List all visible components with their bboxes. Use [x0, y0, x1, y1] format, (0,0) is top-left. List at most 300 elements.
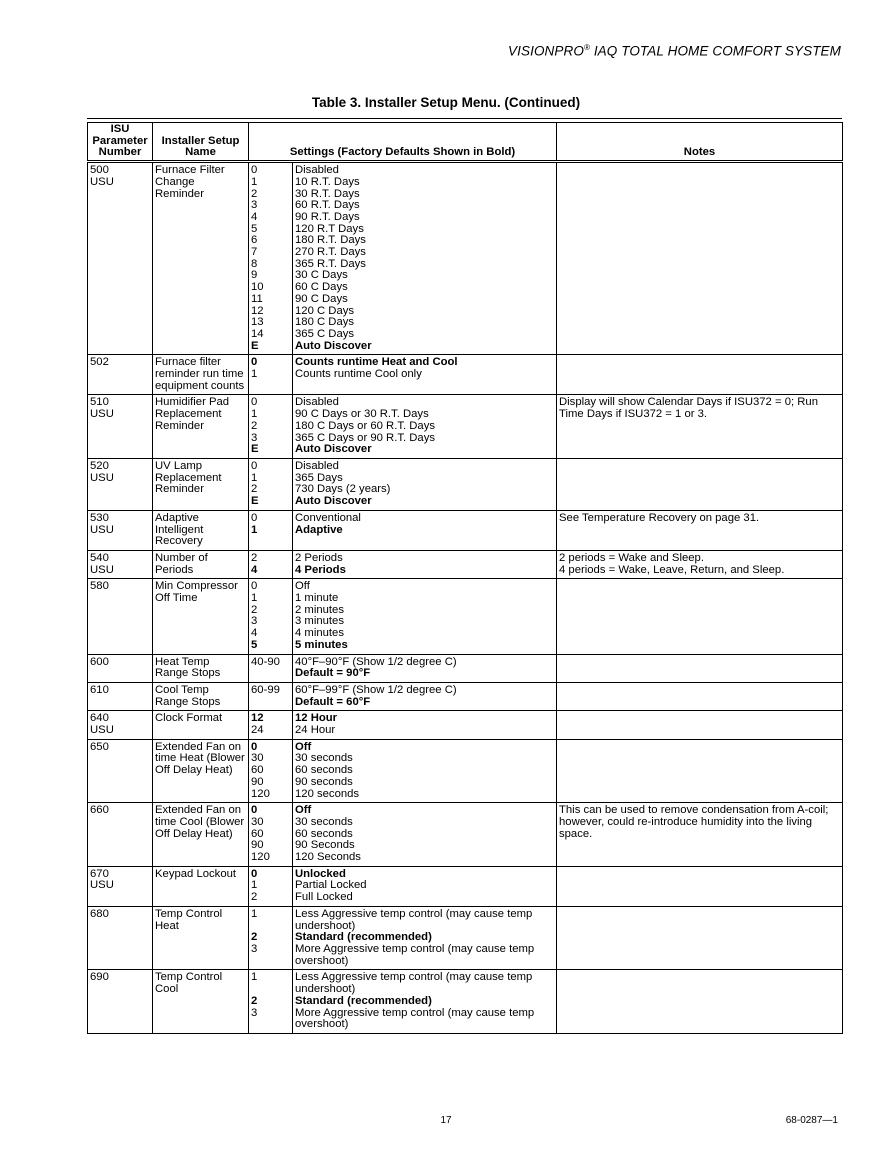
setting-code: 3 [251, 943, 258, 955]
setting-code: 12 [251, 712, 264, 725]
param-cell-line: 670 [90, 867, 109, 880]
table-row [88, 162, 843, 355]
setting-code-cell [249, 803, 293, 867]
name-cell-line: Replacement [155, 471, 222, 484]
name-cell [153, 550, 249, 578]
param-cell-line: 520 [90, 459, 109, 472]
setting-code: 2 [251, 419, 258, 432]
setting-code-cell [249, 162, 293, 355]
notes-cell [557, 739, 843, 803]
setting-code: 1 [251, 907, 258, 920]
setting-code: 60 [251, 827, 264, 840]
setting-description: Default = 60°F [295, 695, 371, 708]
param-cell-line: 610 [90, 683, 109, 696]
setting-code: 60-99 [251, 683, 280, 696]
setting-description: 3 minutes [295, 615, 344, 628]
notes-cell [557, 866, 843, 906]
setting-code: 0 [251, 356, 258, 369]
name-cell-line: Extended Fan on [155, 804, 242, 817]
setting-code-cell [249, 866, 293, 906]
setting-description: 60 seconds [295, 764, 353, 777]
setting-description: 60 C Days [295, 281, 348, 294]
setting-desc-cell [293, 579, 557, 654]
table-body [88, 162, 843, 1034]
setting-description: 2 Periods [295, 551, 343, 564]
param-cell-line: USU [90, 408, 114, 421]
notes-cell [557, 711, 843, 739]
notes-cell-line: however, could re-introduce humidity into the living [559, 815, 813, 828]
param-cell-line: 680 [90, 907, 109, 920]
notes-cell [557, 355, 843, 395]
setting-code: 4 [251, 210, 258, 223]
setting-code-cell [249, 739, 293, 803]
header-param-line: Parameter [92, 134, 148, 147]
param-cell-line: USU [90, 879, 114, 892]
notes-cell-line: Display will show Calendar Days if ISU372 = 0; Run [559, 396, 819, 409]
param-cell-line: USU [90, 175, 114, 188]
setting-code: 1 [251, 368, 258, 381]
setting-desc-cell [293, 866, 557, 906]
name-cell-line: Adaptive [155, 511, 199, 524]
setting-code [251, 1019, 290, 1031]
setting-desc-cell [293, 162, 557, 355]
name-cell-line: Replacement [155, 408, 222, 421]
param-cell [88, 458, 153, 510]
brand-name: VISIONPRO [508, 43, 584, 59]
setting-description: 1 minute [295, 592, 339, 605]
setting-code: 2 [251, 187, 258, 200]
name-cell-line: Min Compressor [155, 580, 238, 593]
table-row [88, 579, 843, 654]
setting-code-cell [249, 395, 293, 459]
setting-description: Less Aggressive temp control (may cause temp [295, 971, 533, 984]
setting-code: 5 [251, 222, 258, 235]
setting-code: 8 [251, 257, 258, 270]
setting-code-cell [249, 510, 293, 550]
name-cell [153, 458, 249, 510]
header-notes [557, 123, 843, 162]
notes-cell [557, 682, 843, 710]
setting-description: 90 R.T. Days [295, 210, 360, 223]
table-row [88, 682, 843, 710]
name-cell [153, 395, 249, 459]
name-cell-line: Temp Control [155, 971, 223, 984]
setting-description: 30 seconds [295, 752, 353, 765]
setting-code-cell [249, 654, 293, 682]
name-cell-line: equipment counts [155, 379, 245, 392]
notes-cell [557, 395, 843, 459]
setting-code: 2 [251, 551, 258, 564]
setting-description: 180 C Days [295, 316, 355, 329]
setting-desc-cell [293, 906, 557, 970]
param-cell [88, 803, 153, 867]
setting-desc-cell [293, 739, 557, 803]
name-cell-line: Keypad Lockout [155, 867, 237, 880]
setting-code: 5 [251, 638, 258, 651]
name-cell [153, 355, 249, 395]
setting-code-cell [249, 579, 293, 654]
registered-mark: ® [583, 43, 590, 52]
setting-description: Disabled [295, 396, 339, 409]
setting-code: 1 [251, 879, 258, 892]
setting-description: Counts runtime Cool only [295, 368, 422, 381]
setting-description: 120 Seconds [295, 851, 361, 864]
setting-description: 180 R.T. Days [295, 234, 366, 247]
setting-code: 1 [251, 471, 258, 484]
name-cell-line: Reminder [155, 483, 204, 496]
setting-code: 0 [251, 804, 258, 817]
name-cell [153, 654, 249, 682]
setting-code: 2 [251, 931, 258, 944]
setting-description: 120 R.T Days [295, 222, 364, 235]
setting-code: 12 [251, 304, 264, 317]
notes-cell [557, 579, 843, 654]
setting-description: 4 Periods [295, 563, 346, 576]
param-cell [88, 550, 153, 578]
setting-code: 120 [251, 787, 270, 800]
notes-cell [557, 803, 843, 867]
setting-description: Off [295, 804, 312, 817]
param-cell-line: USU [90, 471, 114, 484]
table-row [88, 458, 843, 510]
setting-description: Default = 90°F [295, 667, 371, 680]
param-cell-line: 500 [90, 164, 109, 177]
name-cell-line: time Heat (Blower [155, 752, 245, 765]
param-cell-line: 640 [90, 712, 109, 725]
setting-code: 0 [251, 740, 258, 753]
table-row [88, 906, 843, 970]
setting-description: 730 Days (2 years) [295, 483, 391, 496]
setting-description: 60 seconds [295, 827, 353, 840]
header-name-line: Installer Setup [161, 134, 240, 147]
setting-code: 1 [251, 971, 258, 984]
param-cell [88, 711, 153, 739]
setting-code [251, 668, 290, 680]
setting-code-cell [249, 355, 293, 395]
setting-desc-cell [293, 803, 557, 867]
setting-description: More Aggressive temp control (may cause temp [295, 943, 535, 955]
setting-description: 24 Hour [295, 724, 336, 737]
header-name-line: Name [185, 146, 216, 159]
setting-description: undershoot) [295, 983, 356, 996]
table-row [88, 355, 843, 395]
table-row [88, 711, 843, 739]
param-cell [88, 970, 153, 1034]
header-param-line: ISU [110, 123, 130, 135]
name-cell-line: Intelligent [155, 523, 204, 536]
setting-code: 2 [251, 891, 258, 904]
document-code: 68-0287—1 [785, 1115, 838, 1126]
name-cell-line: Clock Format [155, 712, 223, 725]
setting-description: overshoot) [295, 1018, 349, 1031]
header-name [153, 123, 249, 162]
table-wrapper [87, 118, 842, 1034]
setting-code: 2 [251, 483, 258, 496]
document-header [508, 43, 841, 59]
notes-cell [557, 458, 843, 510]
setting-code: 0 [251, 164, 258, 177]
setting-desc-cell [293, 682, 557, 710]
table-row [88, 395, 843, 459]
name-cell-line: Range Stops [155, 695, 221, 708]
param-cell-line: 650 [90, 740, 109, 753]
name-cell [153, 162, 249, 355]
setting-description: 30 seconds [295, 815, 353, 828]
notes-cell-line: 4 periods = Wake, Leave, Return, and Sleep. [559, 563, 785, 576]
setting-code: 14 [251, 327, 264, 340]
setting-code-cell [249, 970, 293, 1034]
setting-description: 270 R.T. Days [295, 246, 366, 259]
name-cell-line: Furnace Filter [155, 164, 225, 177]
name-cell-line: time Cool (Blower [155, 815, 245, 828]
table-row [88, 550, 843, 578]
setting-code: 13 [251, 316, 264, 329]
table-row [88, 739, 843, 803]
param-cell-line: 502 [90, 356, 109, 369]
param-cell [88, 510, 153, 550]
table-row [88, 970, 843, 1034]
setting-code-cell [249, 682, 293, 710]
setting-description: 40°F–90°F (Show 1/2 degree C) [295, 655, 457, 668]
param-cell [88, 579, 153, 654]
setting-description: 90 seconds [295, 775, 353, 788]
setting-description: undershoot) [295, 919, 356, 932]
name-cell-line: Heat [155, 919, 179, 932]
setting-description: 4 minutes [295, 627, 344, 640]
setting-description: 5 minutes [295, 638, 348, 651]
header-settings-line: (Factory Defaults Shown in Bold) [337, 146, 516, 159]
name-cell-line: Heat Temp [155, 655, 210, 668]
setting-code: 2 [251, 994, 258, 1007]
setting-code: 2 [251, 603, 258, 616]
setting-code: 90 [251, 839, 264, 852]
notes-cell [557, 906, 843, 970]
setting-description: 120 seconds [295, 787, 360, 800]
setting-code: 10 [251, 281, 264, 294]
header-rest: IAQ TOTAL HOME COMFORT SYSTEM [589, 43, 841, 59]
setting-code: 7 [251, 246, 258, 259]
setting-code: 40-90 [251, 655, 280, 668]
setting-code: 4 [251, 627, 258, 640]
param-cell-line: 580 [90, 580, 109, 593]
table-header-row [88, 123, 843, 162]
setting-code-cell [249, 711, 293, 739]
header-settings-line: Settings [289, 146, 335, 159]
setting-description: 365 R.T. Days [295, 257, 366, 270]
notes-cell-line: space. [559, 827, 593, 840]
name-cell [153, 579, 249, 654]
setting-description: 180 C Days or 60 R.T. Days [295, 419, 436, 432]
setting-code: 1 [251, 523, 258, 536]
setting-description: Off [295, 740, 312, 753]
table-title: Table 3. Installer Setup Menu. (Continued) [311, 95, 581, 110]
param-cell [88, 739, 153, 803]
name-cell-line: Off Delay Heat) [155, 827, 233, 840]
name-cell-line: Extended Fan on [155, 740, 242, 753]
setting-description: Less Aggressive temp control (may cause temp [295, 907, 533, 920]
setting-code [251, 956, 290, 968]
setting-code: 11 [251, 292, 263, 305]
setting-description: Disabled [295, 459, 339, 472]
setting-description: Auto Discover [295, 495, 372, 508]
setting-description: 30 R.T. Days [295, 187, 360, 200]
setting-code: 24 [251, 724, 264, 737]
setting-description: 120 C Days [295, 304, 355, 317]
name-cell [153, 711, 249, 739]
notes-cell [557, 510, 843, 550]
setting-description: Auto Discover [295, 443, 372, 456]
setting-code: 30 [251, 752, 264, 765]
setting-code-cell [249, 458, 293, 510]
name-cell-line: Number of [155, 551, 208, 564]
name-cell [153, 970, 249, 1034]
name-cell-line: Range Stops [155, 667, 221, 680]
setting-description: Disabled [295, 164, 339, 177]
name-cell [153, 682, 249, 710]
name-cell-line: Cool [155, 983, 179, 996]
setting-description: 60 R.T. Days [295, 199, 360, 212]
installer-setup-table [87, 122, 843, 1034]
name-cell-line: Change [155, 175, 195, 188]
setting-code: 0 [251, 580, 258, 593]
setting-code: 4 [251, 563, 258, 576]
setting-description: Conventional [295, 511, 361, 524]
setting-code: 6 [251, 234, 258, 247]
setting-description: Unlocked [295, 867, 346, 880]
setting-description: 90 Seconds [295, 839, 355, 852]
param-cell-line: 510 [90, 396, 109, 409]
setting-description: 60°F–99°F (Show 1/2 degree C) [295, 683, 457, 696]
setting-description: Partial Locked [295, 879, 367, 892]
setting-description: 365 C Days [295, 327, 355, 340]
name-cell-line: reminder run time [155, 368, 244, 381]
page-number: 17 [440, 1115, 452, 1126]
table-row [88, 866, 843, 906]
name-cell-line: Cool Temp [155, 683, 209, 696]
setting-desc-cell [293, 395, 557, 459]
header-notes-label: Notes [683, 146, 716, 159]
setting-code: E [251, 443, 259, 456]
name-cell [153, 803, 249, 867]
name-cell-line: UV Lamp [155, 459, 203, 472]
setting-code: 3 [251, 615, 258, 628]
setting-description: 30 C Days [295, 269, 348, 282]
setting-code: 0 [251, 511, 258, 524]
setting-description: Off [295, 580, 310, 593]
param-cell [88, 654, 153, 682]
setting-desc-cell [293, 550, 557, 578]
name-cell [153, 510, 249, 550]
notes-cell-line: 2 periods = Wake and Sleep. [559, 551, 704, 564]
table-row [88, 510, 843, 550]
table-row [88, 654, 843, 682]
setting-code: 120 [251, 851, 270, 864]
setting-description: 90 C Days [295, 292, 348, 305]
setting-code: 1 [251, 175, 258, 188]
name-cell [153, 906, 249, 970]
setting-code-cell [249, 906, 293, 970]
notes-cell [557, 654, 843, 682]
setting-desc-cell [293, 458, 557, 510]
setting-description: 365 C Days or 90 R.T. Days [295, 431, 436, 444]
notes-cell [557, 550, 843, 578]
setting-code: 90 [251, 775, 264, 788]
setting-description: 12 Hour [295, 712, 338, 725]
param-cell-line: USU [90, 523, 114, 536]
name-cell-line: Furnace filter [155, 356, 221, 369]
header-param [88, 123, 153, 162]
param-cell [88, 682, 153, 710]
setting-description: Full Locked [295, 891, 353, 904]
param-cell-line: 540 [90, 551, 109, 564]
setting-description: 10 R.T. Days [295, 175, 360, 188]
setting-code: E [251, 495, 259, 508]
setting-desc-cell [293, 711, 557, 739]
notes-cell [557, 970, 843, 1034]
name-cell-line: Humidifier Pad [155, 396, 230, 409]
name-cell-line: Temp Control [155, 907, 223, 920]
setting-code: 0 [251, 459, 258, 472]
name-cell-line: Reminder [155, 419, 204, 432]
setting-description: Auto Discover [295, 339, 372, 352]
param-cell [88, 395, 153, 459]
name-cell-line: Off Time [155, 592, 198, 605]
table-row [88, 803, 843, 867]
param-cell [88, 906, 153, 970]
setting-description: overshoot) [295, 954, 349, 967]
name-cell-line: Periods [155, 563, 194, 576]
setting-desc-cell [293, 355, 557, 395]
setting-code: E [251, 339, 259, 352]
setting-code: 9 [251, 269, 258, 282]
setting-code [251, 697, 290, 709]
param-cell-line: 600 [90, 655, 109, 668]
setting-description: 90 C Days or 30 R.T. Days [295, 408, 429, 421]
setting-desc-cell [293, 970, 557, 1034]
notes-cell-line: This can be used to remove condensation from A-coil; [559, 804, 829, 817]
setting-description: Adaptive [295, 523, 343, 536]
setting-code: 60 [251, 764, 264, 777]
setting-code: 3 [251, 1006, 258, 1019]
param-cell [88, 355, 153, 395]
name-cell-line: Recovery [155, 535, 203, 548]
setting-code: 0 [251, 867, 258, 880]
name-cell-line: Off Delay Heat) [155, 764, 233, 777]
name-cell-line: Reminder [155, 187, 204, 200]
header-settings [249, 123, 557, 162]
setting-code-cell [249, 550, 293, 578]
setting-description: Standard (recommended) [295, 994, 432, 1007]
param-cell [88, 162, 153, 355]
setting-description: 2 minutes [295, 603, 344, 616]
setting-desc-cell [293, 654, 557, 682]
name-cell [153, 866, 249, 906]
param-cell-line: 530 [90, 511, 109, 524]
notes-cell-line: See Temperature Recovery on page 31. [559, 511, 760, 524]
notes-cell-line: Time Days if ISU372 = 1 or 3. [559, 408, 708, 421]
param-cell-line: USU [90, 724, 114, 737]
setting-code: 1 [251, 592, 258, 605]
setting-code: 1 [251, 408, 258, 421]
param-cell-line: 690 [90, 971, 109, 984]
header-param-line: Number [98, 146, 142, 159]
setting-description: 365 Days [295, 471, 343, 484]
param-cell-line: 660 [90, 804, 109, 817]
setting-code: 0 [251, 396, 258, 409]
setting-desc-cell [293, 510, 557, 550]
setting-code: 3 [251, 199, 258, 212]
setting-code: 3 [251, 431, 258, 444]
